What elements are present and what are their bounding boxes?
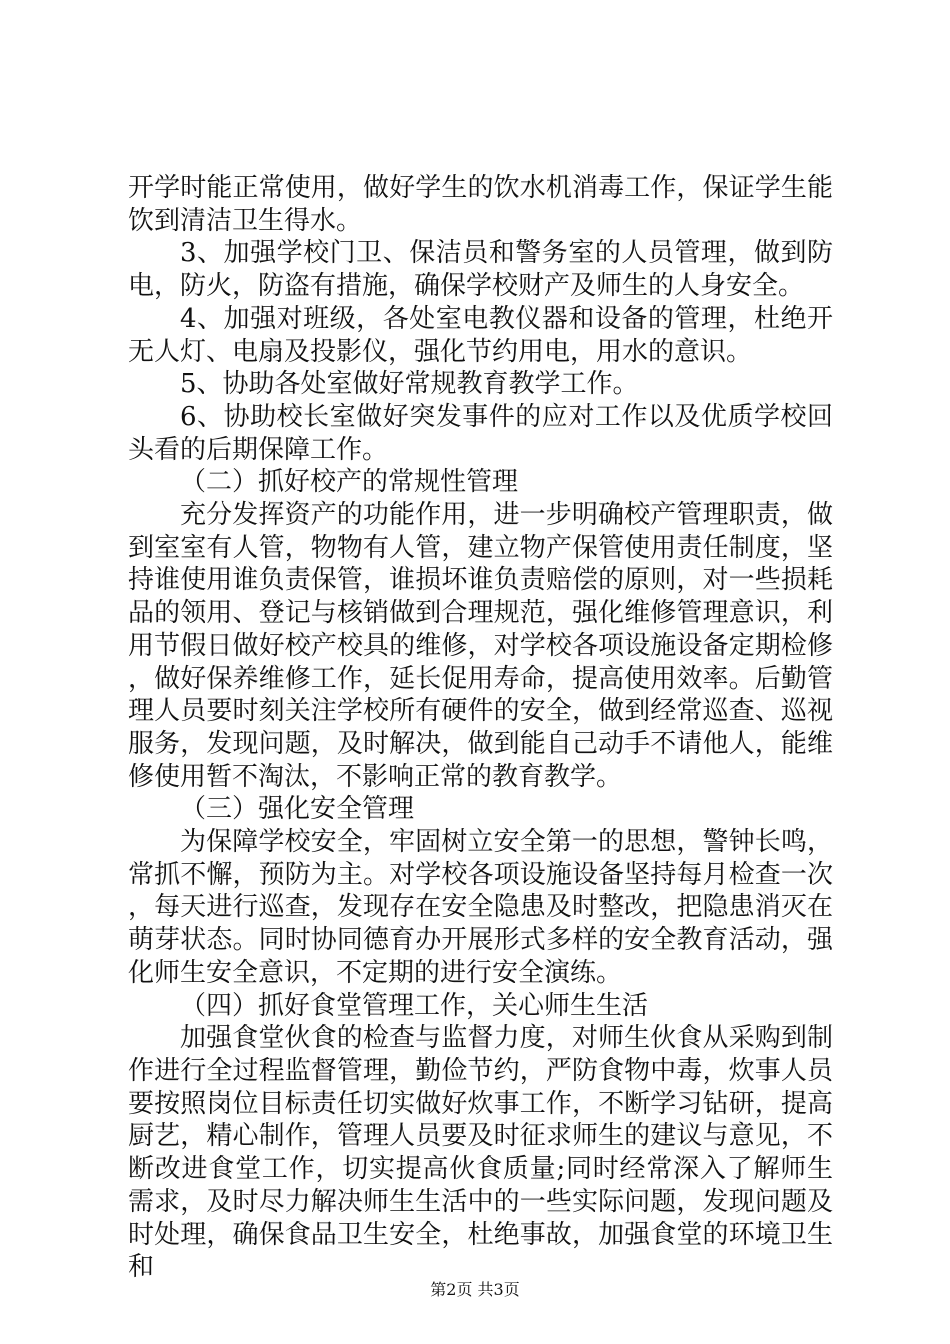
paragraph-continuation: 开学时能正常使用，做好学生的饮水机消毒工作，保证学生能饮到清洁卫生得水。 — [128, 173, 833, 236]
section-heading-3: （三）强化安全管理 — [180, 794, 415, 825]
section-heading-4: （四）抓好食堂管理工作，关心师生生活 — [180, 990, 649, 1021]
paragraph-item-3: 3、加强学校门卫、保洁员和警务室的人员管理，做到防电，防火，防盗有措施，确保学校财产及师生的人身安全。 — [128, 238, 833, 302]
paragraph-canteen: 加强食堂伙食的检查与监督力度，对师生伙食从采购到制作进行全过程监督管理，勤俭节约，严防食物中毒，炊事人员要按照岗位目标责任切实做好炊事工作，不断学习钻研，提高厨艺，精心制作，管理人员要及时征求师生的建议与意见，不断改进食堂工作，切实提高伙食质量;同时经常深入了解师生需求，及时尽力解决师生生活中的一些实际问题，发现问题及时处理，确保食品卫生安全，杜绝事故，加强食堂的环境卫生和 — [128, 1023, 833, 1283]
page-footer: 第2页 共3页 — [430, 1280, 520, 1299]
paragraph-item-4: 4、加强对班级，各处室电教仪器和设备的管理，杜绝开无人灯、电扇及投影仪，强化节约用电，用水的意识。 — [128, 303, 833, 367]
paragraph-item-5: 5、协助各处室做好常规教育教学工作。 — [180, 369, 639, 400]
section-heading-2: （二）抓好校产的常规性管理 — [180, 467, 519, 498]
paragraph-safety: 为保障学校安全，牢固树立安全第一的思想，警钟长鸣，常抓不懈，预防为主。对学校各项设施设备坚持每月检查一次，每天进行巡查，发现存在安全隐患及时整改，把隐患消灭在萌芽状态。同时协同德育办开展形式多样的安全教育活动，强化师生安全意识，不定期的进行安全演练。 — [128, 827, 833, 988]
document-body — [128, 172, 833, 1284]
paragraph-item-6: 6、协助校长室做好突发事件的应对工作以及优质学校回头看的后期保障工作。 — [128, 401, 833, 465]
paragraph-assets: 充分发挥资产的功能作用，进一步明确校产管理职责，做到室室有人管，物物有人管，建立物产保管使用责任制度，坚持谁使用谁负责保管，谁损坏谁负责赔偿的原则，对一些损耗品的领用、登记与核销做到合理规范，强化维修管理意识，利用节假日做好校产校具的维修，对学校各项设施设备定期检修，做好保养维修工作，延长促用寿命，提高使用效率。后勤管理人员要时刻关注学校所有硬件的安全，做到经常巡查、巡视服务，发现问题，及时解决，做到能自己动手不请他人，能维修使用暂不淘汰，不影响正常的教育教学。 — [128, 500, 833, 792]
